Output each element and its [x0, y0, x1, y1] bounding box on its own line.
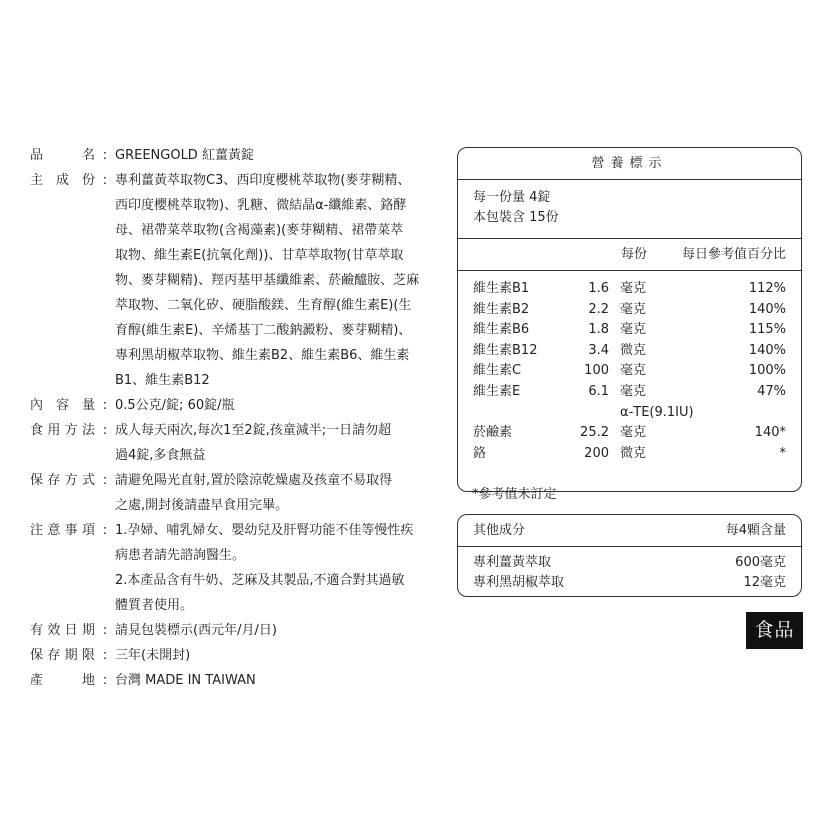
info-label-wrap [30, 643, 115, 668]
info-label-wrap [30, 668, 115, 693]
nutrient-name: 維生素C [473, 363, 522, 378]
info-line: 取物、維生素E(抗氧化劑))、甘草萃取物(甘草萃取 [115, 248, 404, 263]
other-title: 其他成分 [473, 523, 526, 538]
nutrient-amount: 6.1 [588, 383, 609, 399]
info-label [30, 468, 95, 518]
label-char: 內 [30, 398, 44, 413]
label-char: 效 [47, 623, 61, 638]
nutrient-amount: 1.6 [588, 281, 609, 296]
label-char: 份 [81, 173, 95, 188]
info-colon: : [102, 623, 108, 638]
nutrient-unit: 毫克 [620, 281, 647, 296]
label-char: 品 [30, 148, 44, 163]
label-char: 法 [81, 423, 95, 438]
info-line: 物、麥芽糊精)、羥丙基甲基纖維素、菸鹼醯胺、芝麻 [115, 273, 420, 288]
servings-per-package: 本包裝含 15份 [473, 210, 559, 225]
info-row [30, 168, 430, 393]
nutrient-row [458, 361, 801, 382]
info-value [115, 168, 430, 393]
info-value [115, 468, 430, 518]
nutrient-amount: 3.4 [588, 342, 609, 358]
nutrient-amount: 25.2 [580, 425, 609, 440]
label-char: 成 [55, 173, 69, 188]
label-char: 量 [81, 398, 95, 413]
info-label [30, 393, 95, 418]
info-row [30, 143, 430, 168]
nutrient-name: 維生素E [473, 383, 521, 399]
label-char: 日 [64, 623, 78, 638]
info-line: 專利黑胡椒萃取物、維生素B2、維生素B6、維生素 [115, 348, 410, 363]
label-char: 意 [47, 523, 61, 538]
info-value [115, 418, 430, 468]
label-char: 期 [81, 623, 95, 638]
info-line: 請避免陽光直射,置於陰涼乾燥處及孩童不易取得 [115, 473, 393, 488]
info-label [30, 418, 95, 468]
other-amount: 12毫克 [743, 575, 786, 590]
nutrient-pct: 140% [748, 301, 786, 317]
label-char: 存 [47, 648, 61, 663]
info-line: GREENGOLD 紅薑黃錠 [115, 148, 254, 163]
info-line: 請見包裝標示(西元年/月/日) [115, 623, 277, 638]
nutrient-pct: 115% [748, 322, 786, 337]
nutrient-row [458, 444, 801, 465]
nutrient-name: 維生素B2 [473, 301, 530, 317]
label-char: 方 [64, 473, 78, 488]
nutrition-title: 營養標示 [458, 148, 801, 180]
info-colon: : [102, 423, 108, 438]
col-daily-value: 每日參考值百分比 [681, 247, 786, 262]
nutrient-unit: 毫克 [620, 301, 647, 317]
other-name: 專利黑胡椒萃取 [473, 575, 565, 590]
info-value [115, 618, 430, 643]
info-label-wrap [30, 168, 115, 393]
info-label [30, 643, 95, 668]
nutrient-row [458, 341, 801, 362]
info-row [30, 518, 430, 618]
vitamin-e-note-row [458, 402, 801, 423]
info-label-wrap [30, 618, 115, 643]
info-label [30, 618, 95, 643]
info-line: 之處,開封後請盡早食用完畢。 [115, 498, 289, 513]
nutrient-pct: 112% [748, 281, 786, 296]
info-row [30, 393, 430, 418]
info-label-wrap [30, 143, 115, 168]
info-label-wrap [30, 468, 115, 518]
nutrient-pct: 100% [748, 363, 786, 378]
info-row [30, 618, 430, 643]
label-char: 主 [30, 173, 44, 188]
nutrient-amount: 1.8 [588, 322, 609, 337]
nutrient-row [458, 320, 801, 341]
label-char: 存 [47, 473, 61, 488]
nutrient-unit: 微克 [620, 342, 647, 358]
info-line: 台灣 MADE IN TAIWAN [115, 673, 256, 688]
serving-size: 每一份量 4錠 [473, 190, 551, 205]
product-info [30, 143, 430, 693]
info-label [30, 668, 95, 693]
other-row [458, 573, 801, 593]
nutrient-unit: 毫克 [620, 383, 647, 399]
info-colon: : [102, 523, 108, 538]
info-label-wrap [30, 518, 115, 618]
label-char: 容 [55, 398, 69, 413]
food-badge: 食品 [746, 612, 803, 649]
info-line: 母、裙帶菜萃取物(含褐藻素)(麥芽糊精、裙帶菜萃 [115, 223, 404, 238]
info-line: 1.孕婦、哺乳婦女、嬰幼兒及肝腎功能不佳等慢性疾 [115, 523, 414, 538]
label-char: 產 [30, 673, 44, 688]
info-colon: : [102, 673, 108, 688]
nutrient-pct: 47% [757, 383, 786, 399]
other-header [458, 515, 801, 547]
info-colon: : [102, 648, 108, 663]
info-line: 育醇(維生素E)、辛烯基丁二酸鈉澱粉、麥芽糊精)、 [115, 323, 412, 338]
nutrition-facts-panel [457, 147, 802, 492]
info-label-wrap [30, 393, 115, 418]
nutrient-pct: * [779, 445, 786, 461]
label-char: 事 [64, 523, 78, 538]
info-row [30, 668, 430, 693]
info-label-wrap [30, 418, 115, 468]
other-col: 每4顆含量 [725, 523, 786, 538]
vitamin-e-note: α-TE(9.1IU) [620, 405, 694, 420]
col-per-serving: 每份 [621, 247, 648, 262]
nutrient-amount: 100 [584, 363, 609, 378]
nutrient-unit: 毫克 [620, 425, 647, 440]
info-line: 三年(未開封) [115, 648, 191, 663]
label-char: 方 [64, 423, 78, 438]
other-name: 專利薑黃萃取 [473, 555, 552, 570]
label-char: 用 [47, 423, 61, 438]
nutrient-row [458, 382, 801, 403]
label-char: 注 [30, 523, 44, 538]
info-colon: : [102, 173, 108, 188]
info-line: 萃取物、二氧化矽、硬脂酸鎂、生育醇(維生素E)(生 [115, 298, 412, 313]
info-value [115, 643, 430, 668]
info-label [30, 143, 95, 168]
info-line: B1、維生素B12 [115, 373, 210, 388]
info-row [30, 643, 430, 668]
info-value [115, 518, 430, 618]
info-line: 體質者使用。 [115, 598, 194, 613]
info-row [30, 418, 430, 468]
nutrient-amount: 200 [584, 445, 609, 461]
nutrient-name: 維生素B6 [473, 322, 530, 337]
serving-info [458, 180, 801, 239]
nutrient-unit: 毫克 [620, 322, 647, 337]
other-amount: 600毫克 [735, 555, 786, 570]
info-label [30, 518, 95, 618]
info-line: 過4錠,多食無益 [115, 448, 206, 463]
nutrition-header [458, 239, 801, 271]
label-char: 名 [81, 148, 95, 163]
info-line: 西印度櫻桃萃取物)、乳糖、微結晶α-纖維素、鉻酵 [115, 198, 407, 213]
nutrient-name: 維生素B1 [473, 281, 530, 296]
other-row [458, 553, 801, 573]
label-char: 保 [30, 473, 44, 488]
label-char: 食 [30, 423, 44, 438]
nutrient-name: 維生素B12 [473, 342, 538, 358]
other-body [458, 547, 801, 593]
nutrient-pct: 140* [754, 425, 786, 440]
info-label [30, 168, 95, 393]
info-colon: : [102, 148, 108, 163]
nutrient-unit: 微克 [620, 445, 647, 461]
nutrient-pct: 140% [748, 342, 786, 358]
label-char: 有 [30, 623, 44, 638]
info-line: 成人每天兩次,每次1至2錠,孩童減半;一日請勿超 [115, 423, 392, 438]
nutrient-name: 菸鹼素 [473, 425, 513, 440]
label-char: 期 [64, 648, 78, 663]
info-line: 0.5公克/錠; 60錠/瓶 [115, 398, 235, 413]
info-line: 病患者請先諮詢醫生。 [115, 548, 246, 563]
label-char: 式 [81, 473, 95, 488]
label-char: 限 [81, 648, 95, 663]
nutrition-body [458, 271, 801, 464]
info-value [115, 393, 430, 418]
other-ingredients-panel [457, 514, 802, 597]
nutrient-name: 鉻 [473, 445, 487, 461]
info-colon: : [102, 473, 108, 488]
label-char: 保 [30, 648, 44, 663]
info-row [30, 468, 430, 518]
label-char: 項 [81, 523, 95, 538]
nutrient-amount: 2.2 [588, 301, 609, 317]
nutrient-row [458, 300, 801, 321]
info-line: 2.本產品含有牛奶、芝麻及其製品,不適合對其過敏 [115, 573, 405, 588]
footnote: *參考值未訂定 [472, 487, 557, 502]
info-line: 專利薑黃萃取物C3、西印度櫻桃萃取物(麥芽糊精、 [115, 173, 411, 188]
info-colon: : [102, 398, 108, 413]
label-char: 地 [81, 673, 95, 688]
nutrient-row [458, 279, 801, 300]
nutrient-row [458, 423, 801, 444]
info-value [115, 143, 430, 168]
info-value [115, 668, 430, 693]
nutrient-unit: 毫克 [620, 363, 647, 378]
